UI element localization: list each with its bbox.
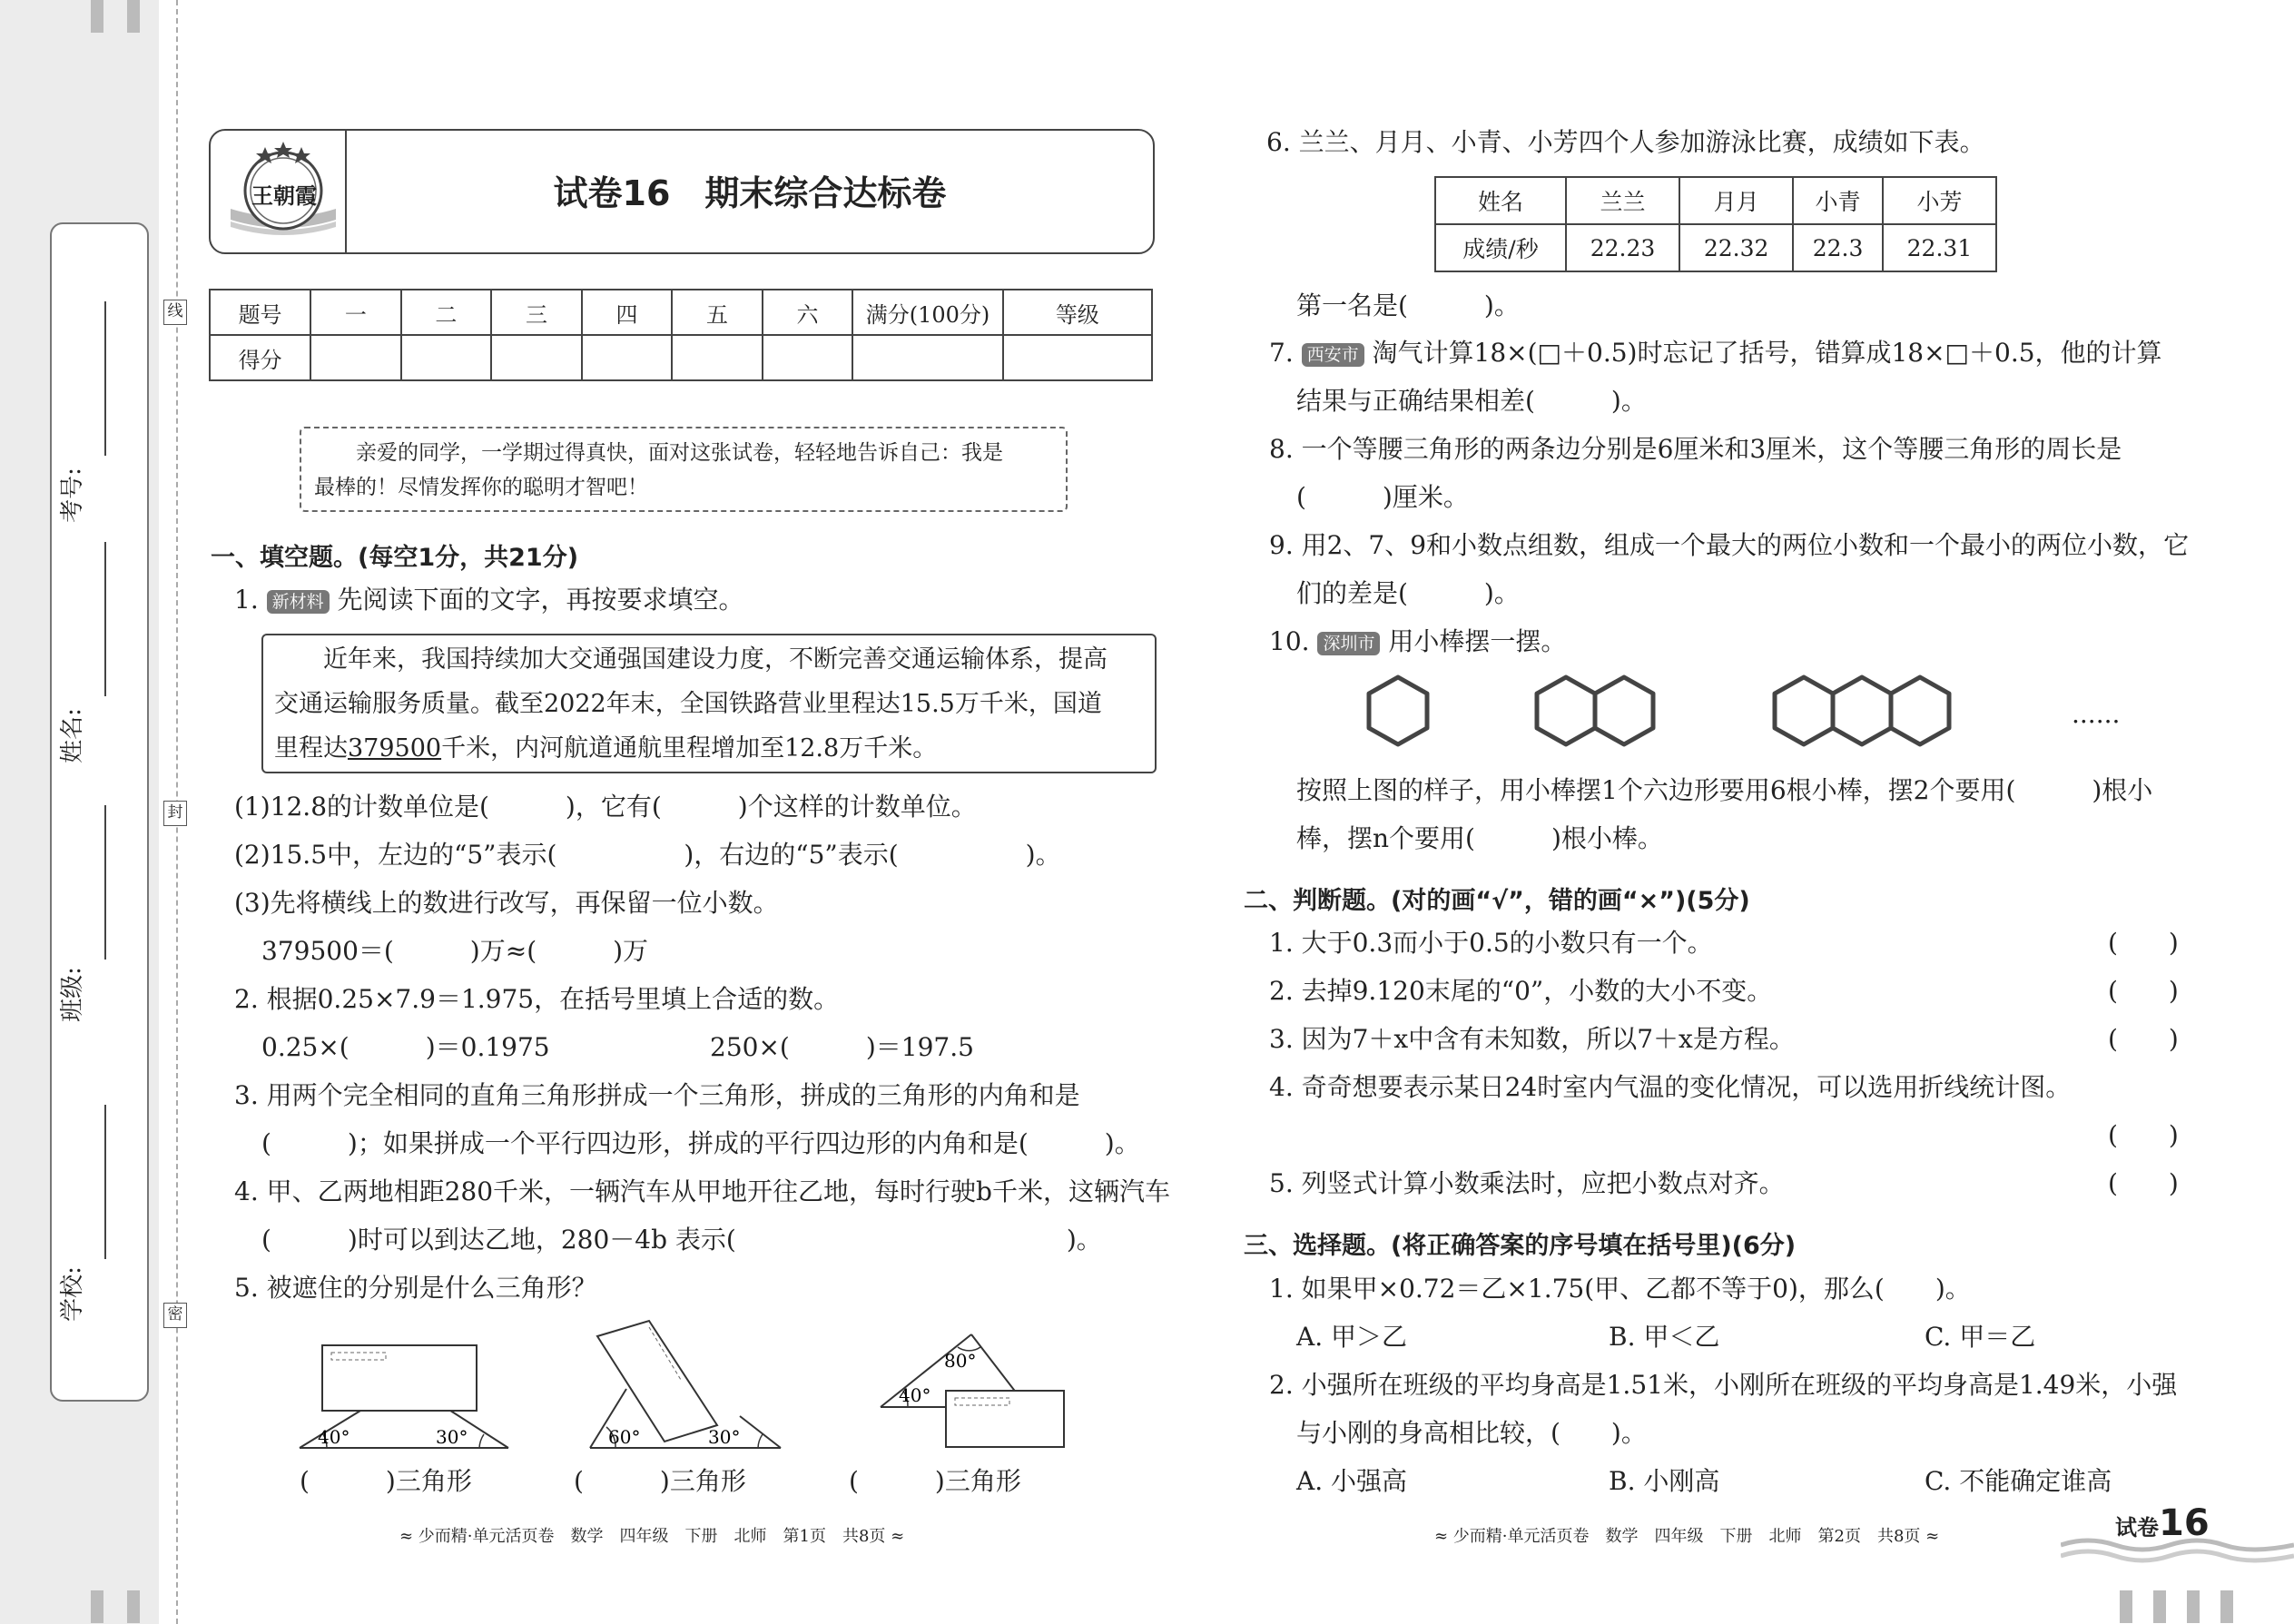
seal-mark-line: 线 [163, 300, 187, 325]
score-header-cell: 一 [310, 290, 401, 335]
bottom-bar [2220, 1590, 2233, 1623]
section3-title: 三、选择题。(将正确答案的序号填在括号里)(6分) [1244, 1232, 1797, 1260]
passage-line: 交通运输服务质量。截至2022年末，全国铁路营业里程达15.5万千米，国道 [274, 690, 1102, 718]
choice-q1-text: 1. 如果甲×0.72＝乙×1.75(甲、乙都不等于0)，那么( )。 [1269, 1274, 1971, 1304]
score-header-cell: 六 [763, 290, 853, 335]
section1-title: 一、填空题。(每空1分，共21分) [211, 544, 579, 572]
section2-title: 二、判断题。(对的画“√”，错的画“×”)(5分) [1244, 887, 1750, 915]
q4-line1: 4. 甲、乙两地相距280千米，一辆汽车从甲地开往乙地，每时行驶b千米，这辆汽车 [234, 1176, 1170, 1206]
q10-heading [1269, 617, 1566, 665]
q1-sub1: (1)12.8的计数单位是( )，它有( )个这样的计数单位。 [234, 792, 977, 822]
q10-badge: 深圳市 [1317, 632, 1380, 655]
results-cell: 22.32 [1679, 224, 1793, 271]
q3-line2: ( )；如果拼成一个平行四边形，拼成的平行四边形的内角和是( )。 [261, 1128, 1140, 1158]
judge-item-3: 3. 因为7＋x中含有未知数，所以7＋x是方程。 [1269, 1024, 1795, 1054]
choice-q2-option-a[interactable]: A. 小强高 [1296, 1466, 1408, 1496]
choice-q2-option-b[interactable]: B. 小刚高 [1609, 1466, 1720, 1496]
judge-paren-1[interactable]: ( ) [2108, 928, 2179, 958]
q2-text: 2. 根据0.25×7.9＝1.975，在括号里填上合适的数。 [234, 984, 840, 1014]
q1-sub3-equation: 379500＝( )万≈( )万 [261, 936, 649, 966]
footer-left: ≈ 少而精·单元活页卷 数学 四年级 下册 北师 第1页 共8页 ≈ [399, 1527, 905, 1546]
score-row-label: 得分 [210, 335, 310, 380]
q1-badge: 新材料 [267, 590, 330, 614]
results-header-cell: 月月 [1679, 177, 1793, 224]
intro-text [314, 436, 1003, 505]
score-cell[interactable] [310, 335, 401, 380]
q1-number: 1. [234, 585, 259, 615]
score-header-cell: 二 [401, 290, 492, 335]
results-header-cell: 姓名 [1435, 177, 1566, 224]
score-cell[interactable] [852, 335, 1002, 380]
q1-text: 先阅读下面的文字，再按要求填空。 [337, 585, 744, 615]
intro-box [300, 427, 1068, 512]
judge-item-2: 2. 去掉9.120末尾的“0”，小数的大小不变。 [1269, 976, 1773, 1006]
score-cell[interactable] [491, 335, 582, 380]
score-header-cell: 四 [582, 290, 673, 335]
q10-text: 用小棒摆一摆。 [1388, 626, 1567, 656]
bottom-bar [91, 1590, 103, 1623]
page-tag [2115, 1502, 2210, 1544]
triangle-figure-3 [871, 1325, 1071, 1452]
angle-label: 30° [436, 1426, 468, 1448]
angle-label: 40° [899, 1384, 931, 1406]
judge-paren-2[interactable]: ( ) [2108, 976, 2179, 1006]
judge-paren-4[interactable]: ( ) [2108, 1120, 2179, 1150]
results-header-cell: 小芳 [1883, 177, 1996, 224]
score-header-cell: 五 [672, 290, 763, 335]
q9-line2: 们的差是( )。 [1296, 578, 1520, 608]
bottom-bar [2120, 1590, 2132, 1623]
angle-label: 80° [944, 1350, 977, 1372]
judge-item-1: 1. 大于0.3而小于0.5的小数只有一个。 [1269, 928, 1713, 958]
score-cell[interactable] [401, 335, 492, 380]
q10-number: 10. [1269, 626, 1310, 656]
choice-q1-option-a[interactable]: A. 甲＞乙 [1296, 1322, 1408, 1352]
q7-badge: 西安市 [1302, 343, 1364, 367]
class-label: 班级: [58, 967, 86, 1022]
q9-line1: 9. 用2、7、9和小数点组数，组成一个最大的两位小数和一个最小的两位小数，它 [1269, 530, 2190, 560]
score-header-cell: 题号 [210, 290, 310, 335]
q1-sub3: (3)先将横线上的数进行改写，再保留一位小数。 [234, 888, 779, 918]
q1-heading [234, 576, 744, 624]
results-row-label: 成绩/秒 [1435, 224, 1566, 271]
score-cell[interactable] [672, 335, 763, 380]
name-line[interactable] [104, 542, 106, 696]
q7-line2: 结果与正确结果相差( )。 [1296, 386, 1647, 416]
q6-text: 6. 兰兰、月月、小青、小芳四个人参加游泳比赛，成绩如下表。 [1266, 127, 1985, 157]
passage-line: 近年来，我国持续加大交通强国建设力度，不断完善交通运输体系，提高 [323, 645, 1108, 674]
hexagon-sticks-figure [1362, 672, 2015, 753]
hexagon-3a [1775, 677, 1833, 744]
angle-label: 30° [708, 1426, 741, 1448]
passage-line [274, 726, 1108, 771]
page-title: 试卷16 期末综合达标卷 [553, 173, 947, 213]
judge-item-5: 5. 列竖式计算小数乘法时，应把小数点对齐。 [1269, 1168, 1785, 1198]
score-header-cell: 等级 [1003, 290, 1152, 335]
score-header-row [210, 290, 1152, 335]
score-cell[interactable] [582, 335, 673, 380]
q2-part-a: 0.25×( )＝0.1975 [261, 1032, 550, 1062]
q8-line2: ( )厘米。 [1296, 482, 1469, 512]
triangle-figure-1 [281, 1307, 517, 1452]
q3-line1: 3. 用两个完全相同的直角三角形拼成一个三角形，拼成的三角形的内角和是 [234, 1080, 1080, 1110]
triangle-figure-2 [581, 1307, 799, 1452]
judge-paren-3[interactable]: ( ) [2108, 1024, 2179, 1054]
judge-item-4: 4. 奇奇想要表示某日24时室内气温的变化情况，可以选用折线统计图。 [1269, 1072, 2072, 1102]
logo-text: 王朝霞 [251, 182, 317, 209]
q4-line2: ( )时可以到达乙地，280－4b 表示( )。 [261, 1225, 1102, 1255]
results-header-cell: 小青 [1793, 177, 1883, 224]
choice-q2-line2: 与小刚的身高相比较，( )。 [1296, 1418, 1647, 1448]
hexagon-ellipsis: ...... [2072, 699, 2121, 729]
passage-text [274, 637, 1108, 771]
q5-answer-3: ( )三角形 [849, 1466, 1021, 1496]
choice-q2-line1: 2. 小强所在班级的平均身高是1.51米，小刚所在班级的平均身高是1.49米，小强 [1269, 1370, 2178, 1400]
passage-line3-end: 千米，内河航道通航里程增加至12.8万千米。 [441, 734, 938, 763]
swim-results-table [1434, 176, 1997, 272]
q6-answer: 第一名是( )。 [1296, 290, 1520, 320]
score-header-cell: 满分(100分) [852, 290, 1002, 335]
hexagon-2b [1595, 677, 1653, 744]
results-cell: 22.23 [1566, 224, 1679, 271]
angle-label: 60° [608, 1426, 641, 1448]
q5-answer-1: ( )三角形 [300, 1466, 472, 1496]
top-bar [127, 0, 140, 33]
hexagon-1 [1369, 677, 1427, 744]
judge-paren-5[interactable]: ( ) [2108, 1168, 2179, 1198]
bottom-bar [2187, 1590, 2200, 1623]
intro-line: 亲爱的同学，一学期过得真快，面对这张试卷，轻轻地告诉自己：我是 [356, 441, 1003, 465]
choice-q1-option-b[interactable]: B. 甲＜乙 [1609, 1322, 1720, 1352]
score-header-cell: 三 [491, 290, 582, 335]
number-label: 考号: [58, 468, 86, 523]
class-line[interactable] [104, 805, 106, 960]
results-cell: 22.31 [1883, 224, 1996, 271]
results-header-cell: 兰兰 [1566, 177, 1679, 224]
q7-heading [1269, 329, 2162, 377]
choice-q1-option-c[interactable]: C. 甲＝乙 [1925, 1322, 2036, 1352]
seal-mark-seal: 封 [163, 801, 187, 826]
hexagon-3c [1891, 677, 1949, 744]
passage-box [261, 634, 1157, 773]
seal-mark-secret: 密 [163, 1303, 187, 1328]
school-line[interactable] [104, 1105, 106, 1259]
q10-line2: 棒，摆n个要用( )根小棒。 [1296, 823, 1663, 853]
q1-sub2: (2)15.5中，左边的“5”表示( )，右边的“5”表示( )。 [234, 840, 1061, 870]
bottom-bar [2153, 1590, 2166, 1623]
bottom-bar [127, 1590, 140, 1623]
q8-line1: 8. 一个等腰三角形的两条边分别是6厘米和3厘米，这个等腰三角形的周长是 [1269, 434, 2122, 464]
q2-part-b: 250×( )＝197.5 [710, 1032, 974, 1062]
q5-text: 5. 被遮住的分别是什么三角形？ [234, 1273, 597, 1303]
page-tag-label: 试卷 [2115, 1515, 2159, 1540]
hexagon-3b [1833, 677, 1891, 744]
name-label: 姓名: [58, 708, 86, 763]
q10-line1: 按照上图的样子，用小棒摆1个六边形要用6根小棒，摆2个要用( )根小 [1296, 775, 2153, 805]
q7-text: 淘气计算18×(□＋0.5)时忘记了括号，错算成18×□＋0.5，他的计算 [1372, 338, 2162, 368]
score-row [210, 335, 1152, 380]
results-header-row [1435, 177, 1996, 224]
score-cell[interactable] [763, 335, 853, 380]
choice-q2-option-c[interactable]: C. 不能确定谁高 [1925, 1466, 2112, 1496]
score-table [209, 289, 1153, 381]
page-tag-number: 16 [2159, 1502, 2210, 1544]
q7-number: 7. [1269, 338, 1294, 368]
title-box [209, 129, 1155, 254]
angle-label: 40° [318, 1426, 350, 1448]
school-label: 学校: [58, 1266, 86, 1322]
passage-line3-start: 里程达 [274, 734, 348, 763]
intro-line: 最棒的！尽情发挥你的聪明才智吧！ [314, 476, 648, 499]
score-cell[interactable] [1003, 335, 1152, 380]
logo [229, 138, 338, 246]
results-row [1435, 224, 1996, 271]
results-cell: 22.3 [1793, 224, 1883, 271]
q5-answer-2: ( )三角形 [574, 1466, 746, 1496]
footer-right: ≈ 少而精·单元活页卷 数学 四年级 下册 北师 第2页 共8页 ≈ [1434, 1527, 1940, 1546]
underlined-number: 379500 [348, 734, 442, 763]
student-info-panel [50, 222, 149, 1402]
number-line[interactable] [104, 301, 106, 456]
hexagon-2a [1537, 677, 1595, 744]
top-bar [91, 0, 103, 33]
